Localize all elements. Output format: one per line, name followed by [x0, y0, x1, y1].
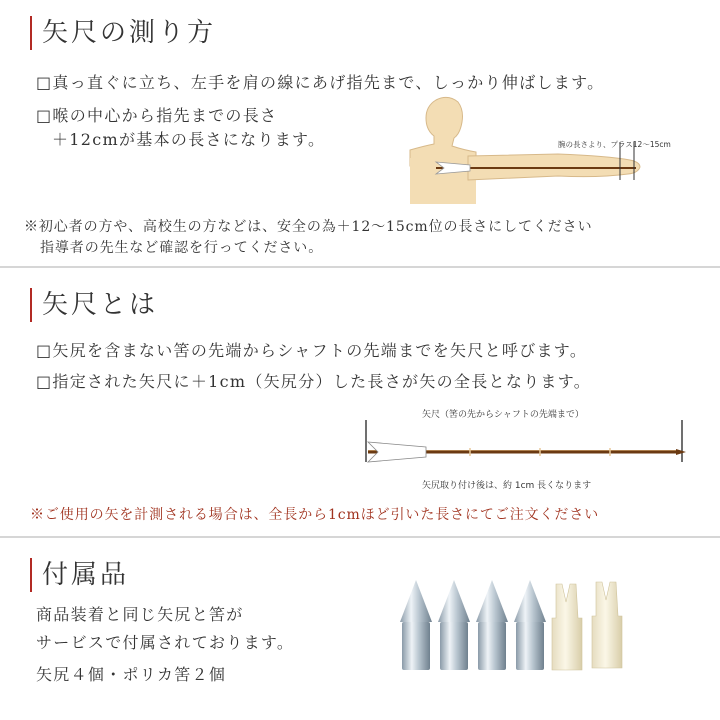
arm-measurement-figure — [408, 96, 698, 206]
accessories-line-2: サービスで付属されております。 — [36, 633, 295, 652]
yajaku-note: ※ご使用の矢を計測される場合は、全長から1cmほど引いた長さにてご注文ください — [30, 507, 600, 523]
arrowhead-3 — [476, 580, 508, 670]
accessories-line-1: 商品装着と同じ矢尻と筈が — [36, 605, 244, 624]
yajaku-section — [0, 268, 720, 536]
measure-section — [0, 0, 720, 266]
measure-note-2: 指導者の先生など確認を行ってください。 — [40, 240, 324, 256]
measure-line-3: ＋12cmが基本の長さになります。 — [52, 130, 326, 149]
arrow-tip — [676, 449, 686, 455]
yajaku-line-2: □指定された矢尺に＋1cm（矢尻分）した長さが矢の全長となります。 — [36, 372, 592, 391]
arrowhead-4 — [514, 580, 546, 670]
figure-label: 腕の長さより、プラス12〜15cm — [558, 140, 671, 149]
nock-1 — [552, 584, 582, 670]
measure-line-1: □真っ直ぐに立ち、左手を肩の線にあげ指先まで、しっかり伸ばします。 — [36, 73, 605, 92]
measure-line-2: □喉の中心から指先までの長さ — [36, 106, 278, 125]
measure-note-1: ※初心者の方や、高校生の方などは、安全の為＋12〜15cm位の長さにしてください — [24, 219, 593, 235]
nock-2 — [592, 582, 622, 668]
accessories-figure — [396, 578, 632, 678]
arrowhead-1 — [400, 580, 432, 670]
arrow-figure-top-label: 矢尺（筈の先からシャフトの先端まで） — [422, 410, 584, 420]
yajaku-line-1: □矢尻を含まない筈の先端からシャフトの先端までを矢尺と呼びます。 — [36, 341, 588, 360]
measure-title: 矢尺の測り方 — [30, 16, 216, 50]
arrow-figure-bottom-label: 矢尻取り付け後は、約 1cm 長くなります — [422, 481, 592, 491]
arrowhead-2 — [438, 580, 470, 670]
accessories-title: 付属品 — [30, 558, 129, 592]
person-head-shape — [410, 97, 476, 166]
arrow-length-figure — [360, 404, 690, 500]
accessories-line-3: 矢尻４個・ポリカ筈２個 — [36, 665, 227, 684]
yajaku-title: 矢尺とは — [30, 288, 158, 322]
accessories-section — [0, 538, 720, 720]
